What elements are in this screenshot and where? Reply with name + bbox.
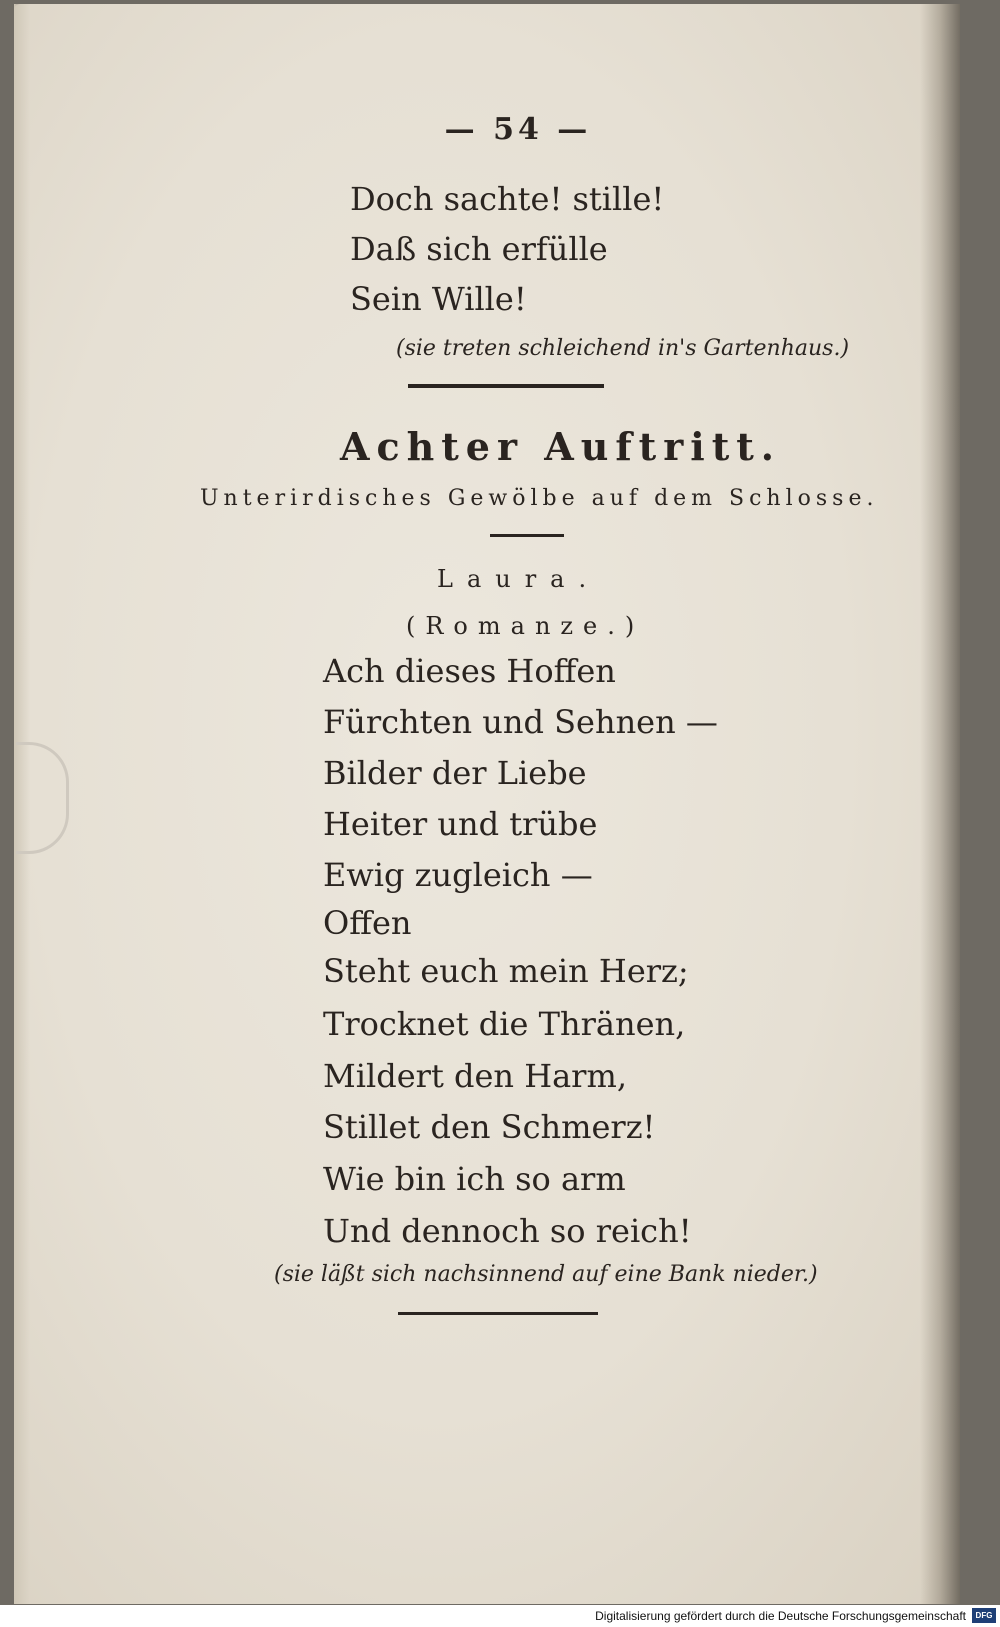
footer-credit: Digitalisierung gefördert durch die Deutsche Forschungsgemeinschaft	[595, 1609, 966, 1623]
verse-line: Ach dieses Hoffen	[323, 652, 616, 690]
verse-line: Steht euch mein Herz;	[323, 952, 689, 990]
verse-line: Und dennoch so reich!	[323, 1212, 692, 1250]
verse-line: Bilder der Liebe	[323, 754, 587, 792]
spine-shadow	[920, 4, 960, 1604]
short-divider	[490, 534, 564, 537]
page-number: — 54 —	[444, 112, 592, 147]
stage-direction: (sie treten schleichend in's Gartenhaus.)	[396, 336, 850, 361]
verse-line: Ewig zugleich —	[323, 856, 593, 894]
verse-line: Trocknet die Thränen,	[323, 1005, 686, 1043]
speaker-name: Laura.	[437, 565, 601, 593]
stage-direction: (sie läßt sich nachsinnend auf eine Bank nieder.)	[274, 1262, 818, 1287]
page-tab-mark	[16, 742, 69, 854]
scene-location: Unterirdisches Gewölbe auf dem Schlosse.	[200, 486, 879, 511]
verse-line: Fürchten und Sehnen —	[323, 703, 718, 741]
dfg-logo-icon: DFG	[972, 1608, 996, 1623]
verse-line: Offen	[323, 904, 412, 942]
footer-bar	[0, 1605, 1000, 1627]
verse-line: Wie bin ich so arm	[323, 1160, 626, 1198]
verse-line: Heiter und trübe	[323, 805, 598, 843]
verse-line: Stillet den Schmerz!	[323, 1108, 656, 1146]
section-divider	[398, 1312, 598, 1315]
section-divider	[408, 384, 604, 388]
verse-line: Mildert den Harm,	[323, 1057, 627, 1095]
verse-line: Daß sich erfülle	[350, 230, 608, 268]
verse-line: Sein Wille!	[350, 280, 527, 318]
verse-line: Doch sachte! stille!	[350, 180, 665, 218]
scene-heading: Achter Auftritt.	[340, 424, 782, 469]
song-type: (Romanze.)	[406, 612, 645, 640]
